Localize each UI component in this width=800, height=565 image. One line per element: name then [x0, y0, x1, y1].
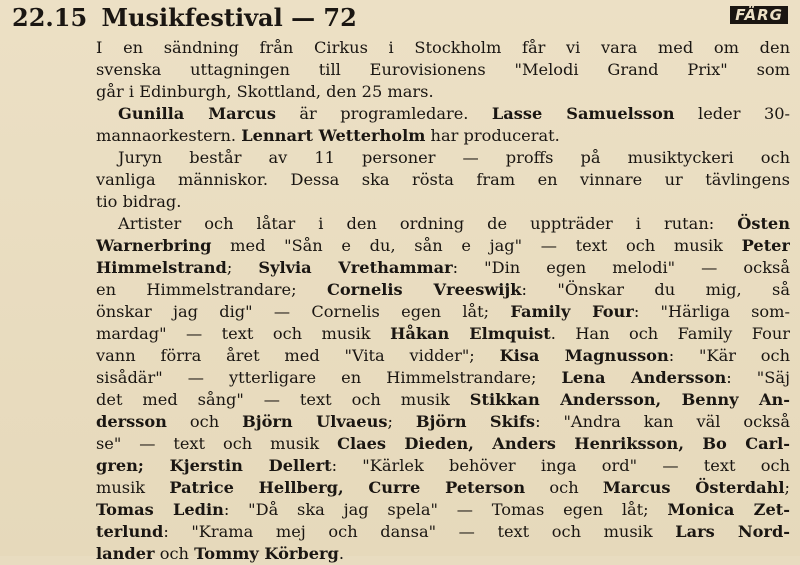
- text-segment: en Himmelstrandare;: [96, 280, 327, 299]
- text-line: [96, 477, 790, 499]
- text-line: [96, 103, 790, 125]
- program-description: [96, 37, 790, 565]
- text-segment: sisådär" — ytterligare en Himmelstrandare;: [96, 368, 562, 387]
- text-line: [96, 279, 790, 301]
- text-segment: är programledare.: [275, 104, 492, 123]
- bold-name: Himmelstrand: [96, 258, 227, 277]
- text-segment: går i Edinburgh, Skottland, den 25 mars.: [96, 82, 434, 101]
- text-line: [96, 125, 790, 147]
- text-segment: : "Kärlek behöver inga ord" — text och: [331, 456, 790, 475]
- text-segment: önskar jag dig" — Cornelis egen låt;: [96, 302, 511, 321]
- text-segment: se" — text och musik: [96, 434, 338, 453]
- text-line: [96, 257, 790, 279]
- bold-name: Gunilla Marcus: [118, 104, 276, 123]
- text-segment: har producerat.: [425, 126, 560, 145]
- bold-name: Lennart Wetterholm: [241, 126, 426, 145]
- bold-name: Lars Nord-: [675, 522, 790, 541]
- text-line: [96, 411, 790, 433]
- text-segment: : "Din egen melodi" — också: [452, 258, 790, 277]
- text-segment: : "Andra kan väl också: [535, 412, 790, 431]
- bold-name: dersson: [96, 412, 167, 431]
- text-line: [96, 169, 790, 191]
- text-segment: : "Kär och: [668, 346, 790, 365]
- text-segment: : "Säj: [726, 368, 790, 387]
- text-line: [96, 37, 790, 59]
- bold-name: Östen: [737, 214, 790, 233]
- bold-name: Patrice Hellberg, Curre Peterson: [169, 478, 526, 497]
- text-segment: vanliga människor. Dessa ska rösta fram en vinnare ur tävlingens: [96, 170, 790, 189]
- text-segment: ;: [387, 412, 416, 431]
- bold-name: Monica Zet-: [667, 500, 790, 519]
- text-segment: tio bidrag.: [96, 192, 182, 211]
- text-line: [96, 147, 790, 169]
- text-segment: ;: [784, 478, 790, 497]
- bold-name: Family Four: [510, 302, 634, 321]
- bold-name: Stikkan Andersson, Benny An-: [469, 390, 790, 409]
- bold-name: Sylvia Vrethammar: [258, 258, 453, 277]
- bold-name: Håkan Elmquist: [390, 324, 551, 343]
- text-segment: mardag" — text och musik: [96, 324, 391, 343]
- text-segment: svenska uttagningen till Eurovisionens "Melodi Grand Prix" som: [96, 60, 790, 79]
- bold-name: Björn Skifs: [415, 412, 536, 431]
- text-line: [96, 59, 790, 81]
- bold-name: Cornelis Vreeswijk: [326, 280, 522, 299]
- color-badge: FÄRG: [730, 6, 788, 24]
- bold-name: Tommy Körberg: [194, 544, 339, 563]
- text-segment: . Han och Family Four: [550, 324, 790, 343]
- text-line: [96, 389, 790, 411]
- text-line: [96, 367, 790, 389]
- text-segment: mannaorkestern.: [96, 126, 242, 145]
- program-heading: [12, 4, 357, 32]
- text-line: [96, 455, 790, 477]
- text-line: [96, 433, 790, 455]
- bold-name: Claes Dieden, Anders Henriksson, Bo Carl-: [337, 434, 790, 453]
- text-line: [96, 301, 790, 323]
- text-line: [96, 235, 790, 257]
- bold-name: gren; Kjerstin Dellert: [96, 456, 332, 475]
- bold-name: Lena Andersson: [561, 368, 727, 387]
- text-segment: och: [166, 412, 243, 431]
- text-segment: Juryn består av 11 personer — proffs på musiktyckeri och: [118, 148, 790, 167]
- bold-name: lander: [96, 544, 155, 563]
- program-title: Musikfestival — 72: [101, 3, 357, 32]
- bold-name: Peter: [741, 236, 790, 255]
- text-line: [96, 543, 790, 565]
- bold-name: Kisa Magnusson: [499, 346, 669, 365]
- program-time: 22.15: [12, 3, 88, 32]
- text-segment: : "Önskar du mig, så: [521, 280, 790, 299]
- text-segment: med "Sån e du, sån e jag" — text och musik: [211, 236, 742, 255]
- text-segment: det med sång" — text och musik: [96, 390, 470, 409]
- text-segment: Artister och låtar i den ordning de uppträder i rutan:: [118, 214, 738, 233]
- bold-name: Marcus Österdahl: [602, 478, 785, 497]
- text-segment: vann förra året med "Vita vidder";: [96, 346, 500, 365]
- text-line: [96, 521, 790, 543]
- bold-name: Warnerbring: [96, 236, 212, 255]
- text-segment: : "Härliga som-: [633, 302, 790, 321]
- text-segment: : "Krama mej och dansa" — text och musik: [163, 522, 676, 541]
- text-line: [96, 345, 790, 367]
- text-segment: och: [525, 478, 603, 497]
- text-line: [96, 191, 790, 213]
- text-segment: musik: [96, 478, 170, 497]
- text-line: [96, 323, 790, 345]
- text-segment: och: [154, 544, 195, 563]
- text-segment: ;: [226, 258, 259, 277]
- text-segment: leder 30-: [674, 104, 790, 123]
- text-segment: : "Då ska jag spela" — Tomas egen låt;: [223, 500, 668, 519]
- text-segment: .: [338, 544, 345, 563]
- bold-name: Björn Ulvaeus: [242, 412, 388, 431]
- text-line: [96, 213, 790, 235]
- bold-name: Lasse Samuelsson: [491, 104, 675, 123]
- text-segment: I en sändning från Cirkus i Stockholm får vi vara med om den: [96, 38, 790, 57]
- bold-name: terlund: [96, 522, 164, 541]
- bold-name: Tomas Ledin: [96, 500, 224, 519]
- text-line: [96, 499, 790, 521]
- text-line: [96, 81, 790, 103]
